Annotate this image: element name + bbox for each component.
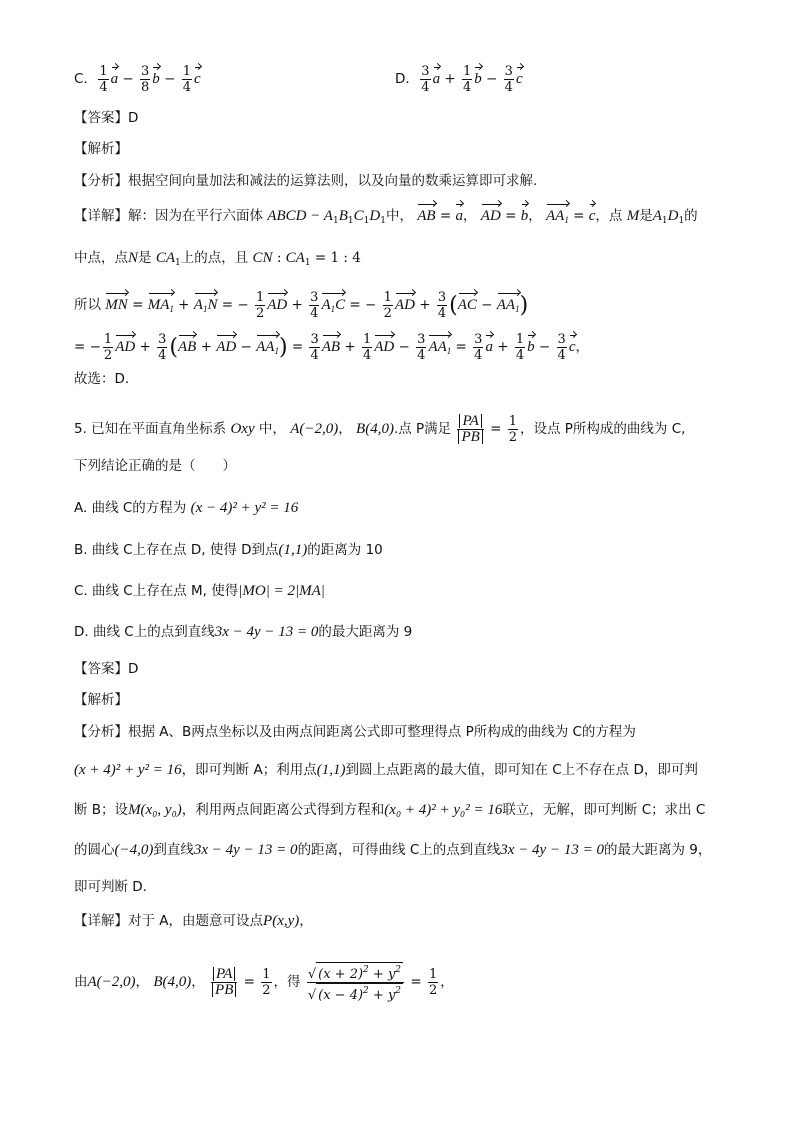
q5-option-d: D. 曲线 C上的点到直线3x − 4y − 13 = 0的最大距离为 9 [74, 624, 413, 640]
q5-stem-line-2: 下列结论正确的是（ ） [74, 458, 236, 474]
q5-option-c: C. 曲线 C上存在点 M, 使得|MO| = 2|MA| [74, 583, 325, 599]
q4-answer: 【答案】D [74, 110, 139, 126]
q5-stem-line-1: 5. 已知在平面直角坐标系 Oxy 中， A(−2,0)， B(4,0).点 P满足 $\frac{PA}{PB}$ = $\frac{1}{2}$ ，设点 P所构成的曲线为 C, [74, 413, 686, 445]
q5-detail-2: 由A(−2,0)， B(4,0)， $\frac{PA}{PB}$ = $\frac{1}{2}$ ，得 $\frac{√ (x + 2)^2 + y^2}{√ (x - 4)^2 + y^2}$ = $\frac{1}{2}$ ， [74, 962, 454, 1003]
option-c: C. $\frac{1}{4}$ a − $\frac{3}{8}$ b − $\frac{1}{4}$ c [74, 64, 201, 95]
q5-fenxi-1: 【分析】根据 A、B两点坐标以及由两点间距离公式即可整理得点 P所构成的曲线为 C的方程为 [74, 724, 636, 740]
q5-detail-1: 【详解】对于 A，由题意可设点P(x,y)， [74, 913, 313, 929]
q4-detail-line-1: 【详解】解：因为在平行六面体 ABCD − $A_1B_1C_1D_1$中， AB = a， AD = b， $AA_1 = c$，点 M是$A_1D_1$的 [74, 206, 698, 231]
option-d: D. $\frac{3}{4}$ a + $\frac{1}{4}$ b − $\frac{3}{4}$ c [395, 64, 523, 95]
q4-choice: 故选：D. [74, 371, 130, 387]
q4-analysis-heading: 【解析】 [74, 141, 128, 157]
q4-equation-1: 所以 MN = $MA_1 + A_1N$ = − $\frac{1}{2}$ AD + $\frac{3}{4}$ $A_1C$ = − $\frac{1}{2}$ AD + $\frac{3}{4}$ $(AC - AA_1)$ [74, 290, 529, 321]
q4-detail-line-2: 中点，点N是 $CA_1$上的点，且 CN : $CA_1 = 1$ : 4 [74, 250, 361, 268]
q5-option-a: A. 曲线 C的方程为 (x − 4)² + y² = 16 [74, 500, 299, 516]
fraction: $\frac{1}{4}$ [99, 64, 108, 95]
q5-fenxi-5: 即可判断 D. [74, 879, 147, 895]
q5-option-b: B. 曲线 C上存在点 D, 使得 D到点(1,1)的距离为 10 [74, 542, 383, 558]
q5-analysis-heading: 【解析】 [74, 692, 128, 708]
q5-answer: 【答案】D [74, 661, 139, 677]
q4-equation-2: = − $\frac{1}{2}$ AD + $\frac{3}{4}$ (AB + AD − $AA_1$) = $\frac{3}{4}$ AB + $\frac{1}{4}$ AD − $\frac{3}{4}$ $AA_1$ = $\frac{3}{4}$ a + $\frac{1}{4}$ b − $\frac{3}{4}$ c， [74, 332, 589, 363]
q5-fenxi-4: 的圆心(−4,0)到直线3x − 4y − 13 = 0的距离，可得曲线 C上的点到直线3x − 4y − 13 = 0的最大距离为 9， [74, 842, 712, 858]
q4-fenxi: 【分析】根据空间向量加法和减法的运算法则，以及向量的数乘运算即可求解. [74, 173, 538, 189]
q5-fenxi-3: 断 B；设M(x₀, y₀)，利用两点间距离公式得到方程和(x₀ + 4)² + y₀² = 16联立，无解，即可判断 C；求出 C [74, 802, 706, 818]
q5-fenxi-2: (x + 4)² + y² = 16，即可判断 A；利用点(1,1)到圆上点距离的最大值，即可知在 C上不存在点 D，即可判 [74, 762, 698, 778]
